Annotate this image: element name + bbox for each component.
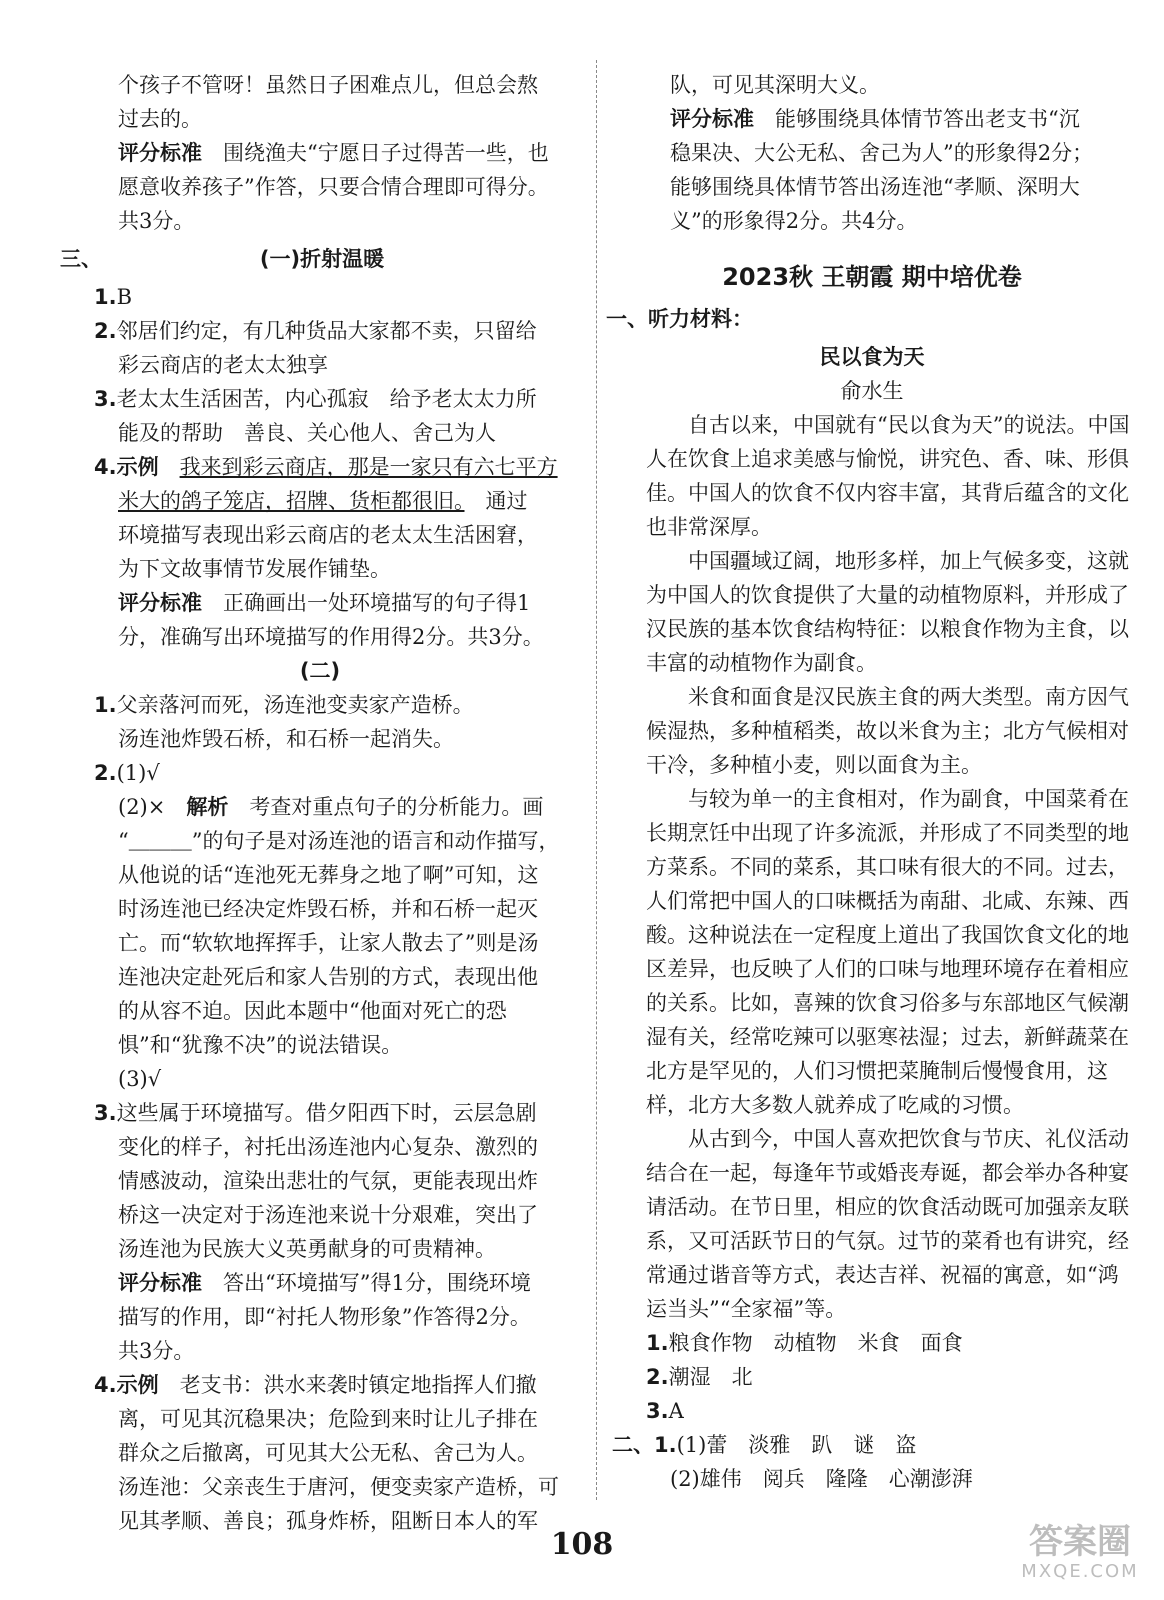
section-heading: 一、听力材料： — [606, 307, 753, 331]
left-column — [60, 68, 580, 1538]
score-standard: 评分标准 围绕渔夫“宁愿日子过得苦一些，也 — [118, 141, 549, 165]
answer-item: 1.B — [94, 285, 133, 309]
text-line: 连池决定赴死后和家人告别的方式，表现出他 — [118, 965, 538, 989]
text-line: 见其孝顺、善良；孤身炸桥，阻断日本人的军 — [118, 1509, 538, 1533]
score-standard: 评分标准 正确画出一处环境描写的句子得1 — [118, 591, 531, 615]
right-column — [606, 68, 1132, 1496]
answer-item: 4.示例 老支书：洪水来袭时镇定地指挥人们撤 — [94, 1373, 537, 1397]
article-paragraph: 中国疆域辽阔，地形多样，加上气候多变，这就为中国人的饮食提供了大量的动植物原料，并形成了汉民族的基本饮食结构特征：以粮食作物为主食，以丰富的动植物作为副食。 — [646, 549, 1129, 675]
score-standard: 评分标准 答出“环境描写”得1分，围绕环境 — [118, 1271, 531, 1295]
text-line: 汤连池：父亲丧生于唐河，便变卖家产造桥，可 — [118, 1475, 559, 1499]
answer-item: 3.这些属于环境描写。借夕阳西下时，云层急剧 — [94, 1101, 537, 1125]
score-label: 评分标准 — [118, 141, 202, 165]
text-line: 义”的形象得2分。共4分。 — [670, 209, 918, 233]
text-line: 过去的。 — [118, 107, 202, 131]
underlined-sentence: 我来到彩云商店，那是一家只有六七平方 — [179, 455, 558, 479]
text-line: 惧”和“犹豫不决”的说法错误。 — [118, 1033, 403, 1057]
text-line: 离，可见其沉稳果决；危险到来时让儿子排在 — [118, 1407, 538, 1431]
text-line: (2)雄伟 阅兵 隆隆 心潮澎湃 — [670, 1467, 973, 1491]
answer-item: 3.A — [646, 1399, 684, 1423]
article-paragraph: 从古到今，中国人喜欢把饮食与节庆、礼仪活动结合在一起，每逢年节或婚丧寿诞，都会举办各种宴请活动。在节日里，相应的饮食活动既可加强亲友联系，又可活跃节日的气氛。过节的菜肴也有讲究，经常通过谐音等方式，表达吉祥、祝福的寓意，如“鸿运当头”“全家福”等。 — [646, 1127, 1129, 1321]
article-author: 俞水生 — [840, 379, 904, 403]
text-line: 稳果决、大公无私、舍己为人”的形象得2分； — [670, 141, 1094, 165]
text-line: 为下文故事情节发展作铺垫。 — [118, 557, 391, 581]
text-line: 愿意收养孩子”作答，只要合情合理即可得分。 — [118, 175, 549, 199]
text-line: 变化的样子，衬托出汤连池内心复杂、激烈的 — [118, 1135, 538, 1159]
text-line: (3)√ — [118, 1067, 162, 1091]
text-line: 时汤连池已经决定炸毁石桥，并和石桥一起灭 — [118, 897, 538, 921]
text-line: 的从容不迫。因此本题中“他面对死亡的恐 — [118, 999, 507, 1023]
page-number: 108 — [550, 1527, 614, 1562]
section-title: (一)折射温暖 — [259, 247, 385, 271]
subsection-title: (二) — [299, 659, 341, 683]
answer-item: 2.邻居们约定，有几种货品大家都不卖，只留给 — [94, 319, 537, 343]
text-line: 分，准确写出环境描写的作用得2分。共3分。 — [118, 625, 544, 649]
text-line: 能及的帮助 善良、关心他人、舍己为人 — [118, 421, 496, 445]
text-line: 汤连池炸毁石桥，和石桥一起消失。 — [118, 727, 454, 751]
text-line: 米大的鸽子笼店，招牌、货柜都很旧。 通过 — [118, 489, 528, 513]
section-heading: 三、 (一)折射温暖 — [60, 242, 580, 276]
text-line: 共3分。 — [118, 1339, 195, 1363]
article-body — [612, 408, 1132, 1326]
article-paragraph: 与较为单一的主食相对，作为副食，中国菜肴在长期烹饪中出现了许多流派，并形成了不同类型的地方菜系。不同的菜系，其口味有很大的不同。过去，人们常把中国人的口味概括为南甜、北咸、东辣、西酸。这种说法在一定程度上道出了我国饮食文化的地区差异，也反映了人们的口味与地理环境存在着相应的关系。比如，喜辣的饮食习俗多与东部地区气候潮湿有关，经常吃辣可以驱寒祛湿；过去，新鲜蔬菜在北方是罕见的，人们习惯把菜腌制后慢慢食用，这样，北方大多数人就养成了吃咸的习惯。 — [646, 787, 1129, 1117]
text-line: 汤连池为民族大义英勇献身的可贵精神。 — [118, 1237, 496, 1261]
text-line: 彩云商店的老太太独享 — [118, 353, 328, 377]
text-line: 队，可见其深明大义。 — [670, 73, 880, 97]
score-standard: 评分标准 能够围绕具体情节答出老支书“沉 — [670, 107, 1080, 131]
column-divider — [596, 60, 598, 1500]
text-line: 群众之后撤离，可见其大公无私、舍己为人。 — [118, 1441, 538, 1465]
article-paragraph: 米食和面食是汉民族主食的两大类型。南方因气候湿热，多种植稻类，故以米食为主；北方气候相对干冷，多种植小麦，则以面食为主。 — [646, 685, 1129, 777]
article-title: 民以食为天 — [819, 345, 925, 369]
answer-item: 2.潮湿 北 — [646, 1365, 753, 1389]
text-line: 个孩子不管呀！虽然日子困难点儿，但总会熬 — [118, 73, 538, 97]
text-line: 亡。而“软软地挥挥手，让家人散去了”则是汤 — [118, 931, 539, 955]
answer-item: 3.老太太生活困苦，内心孤寂 给予老太太力所 — [94, 387, 537, 411]
text-line: 从他说的话“连池死无葬身之地了啊”可知，这 — [118, 863, 539, 887]
text-line: 共3分。 — [118, 209, 195, 233]
exam-title: 2023秋 王朝霞 期中培优卷 — [722, 263, 1022, 291]
text-line: 桥这一决定对于汤连池来说十分艰难，突出了 — [118, 1203, 538, 1227]
watermark-logo: 答案圈 MXQE.COM — [1021, 1522, 1139, 1582]
answer-item: 1.父亲落河而死，汤连池变卖家产造桥。 — [94, 693, 474, 717]
text-line: (2)× 解析 考查对重点句子的分析能力。画 — [118, 795, 544, 819]
answer-item: 二、1.(1)蕾 淡雅 趴 谜 盗 — [612, 1433, 917, 1457]
answer-item: 2.(1)√ — [94, 761, 160, 785]
answer-item: 4.示例 我来到彩云商店，那是一家只有六七平方 — [94, 455, 558, 479]
article-paragraph: 自古以来，中国就有“民以食为天”的说法。中国人在饮食上追求美感与愉悦，讲究色、香、味、形俱佳。中国人的饮食不仅内容丰富，其背后蕴含的文化也非常深厚。 — [646, 413, 1130, 539]
text-line: 能够围绕具体情节答出汤连池“孝顺、深明大 — [670, 175, 1080, 199]
underlined-sentence: 米大的鸽子笼店，招牌、货柜都很旧。 — [118, 489, 465, 513]
text-line: 描写的作用，即“衬托人物形象”作答得2分。 — [118, 1305, 531, 1329]
answer-item: 1.粮食作物 动植物 米食 面食 — [646, 1331, 963, 1355]
text-line: 情感波动，渲染出悲壮的气氛，更能表现出炸 — [118, 1169, 538, 1193]
text-line: 环境描写表现出彩云商店的老太太生活困窘， — [118, 523, 538, 547]
text-line: “＿＿＿”的句子是对汤连池的语言和动作描写， — [118, 829, 560, 853]
